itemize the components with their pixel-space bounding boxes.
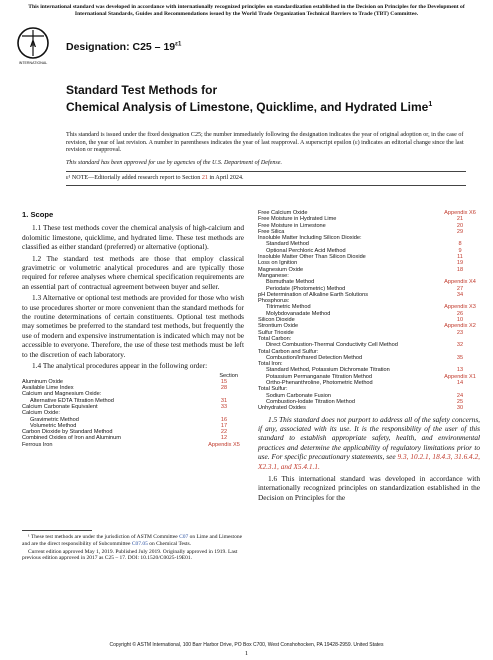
procedure-label: Potassium Permanganate Titration Method bbox=[266, 373, 373, 380]
procedure-label: Combined Oxides of Iron and Aluminum bbox=[22, 435, 121, 442]
paragraph-1-5 bbox=[258, 415, 480, 471]
procedure-label: Optional Perchloric Acid Method bbox=[266, 247, 346, 254]
procedure-label: Free Silica bbox=[258, 228, 285, 235]
paragraph-1-4: 1.4 The analytical procedures appear in the following order: bbox=[32, 361, 208, 371]
standard-notice: This standard is issued under the fixed designation C25; the number immediately following the designation indicates the year of original adoption or, in the case of revision, the year of last revision. A number in parentheses indicates the year of last reapproval. A superscript epsilon (ε) indicates an editorial change since the last revision or reapproval. bbox=[66, 132, 464, 154]
procedure-section-link[interactable]: 31 bbox=[220, 397, 228, 404]
wto-notice: This international standard was developed in accordance with internationally recognized principles on standardization established in the Decision on Principles for the Development of International Standards, Guides and Recommendations issued by the World Trade Organization Technical Barriers to Trade (TBT) Committee. bbox=[28, 4, 465, 17]
procedure-label: Available Lime Index bbox=[22, 385, 74, 392]
footnotes bbox=[22, 534, 244, 563]
footnote-1-text-3: on Chemical Tests. bbox=[147, 540, 192, 547]
footnote-1-text-2: on Lime and Limestone and are the direct responsibility of Subcommittee bbox=[22, 534, 243, 547]
paragraph-1-2: 1.2 The standard test methods are those that employ classical gravimetric or volumetric analytical procedures and are typically those required for referee analyses where chemical specification requirements are an essential part of contractual agreement between buyer and seller. bbox=[22, 253, 244, 291]
procedure-label: Combustion-Iodate Titration Method bbox=[266, 398, 355, 405]
procedure-label: Loss on Ignition bbox=[258, 260, 298, 267]
procedure-section-link[interactable]: 14 bbox=[456, 380, 464, 387]
subcommittee-link[interactable]: C07.05 bbox=[131, 540, 148, 547]
editorial-note-text: ε¹ NOTE—Editorially added research report to Section bbox=[66, 175, 202, 181]
procedure-section-link[interactable]: 8 bbox=[458, 241, 462, 248]
procedure-rows-left bbox=[22, 379, 244, 448]
procedure-label: Insoluble Matter Including Silicon Dioxide: bbox=[258, 235, 362, 242]
procedure-label: Total Sulfur: bbox=[258, 386, 288, 393]
procedure-list-left bbox=[22, 373, 244, 449]
procedure-section-link[interactable]: Appendix X2 bbox=[444, 323, 476, 330]
safety-section-links[interactable]: 9.3, 10.2.1, 18.4.3, 31.6.4.2, X2.3.1, and X5.4.1.1. bbox=[258, 452, 480, 471]
procedure-section-link[interactable]: 35 bbox=[456, 354, 464, 361]
procedure-label: Bismuthate Method bbox=[266, 279, 315, 286]
procedure-section-link[interactable]: 34 bbox=[456, 291, 464, 298]
paragraph-1-1: 1.1 These test methods cover the chemical analysis of high-calcium and dolomitic limestone, quicklime, and hydrated lime. These test methods are classified as either standard (preferred) or alternative (optional). bbox=[22, 223, 244, 252]
page-number: 1 bbox=[244, 650, 249, 657]
procedure-label: Carbon Dioxide by Standard Method bbox=[22, 429, 113, 436]
astm-logo-icon bbox=[14, 26, 52, 66]
procedure-label: Magnesium Oxide bbox=[258, 266, 304, 273]
procedure-label: Insoluble Matter Other Than Silicon Dioxide bbox=[258, 254, 366, 261]
procedure-section-link[interactable]: 22 bbox=[220, 429, 228, 436]
procedure-label: Gravimetric Method bbox=[30, 416, 79, 423]
procedure-label: Strontium Oxide bbox=[258, 323, 299, 330]
right-column bbox=[258, 210, 480, 504]
title-footnote-marker: 1 bbox=[428, 100, 433, 108]
procedure-label: Sulfur Trioxide bbox=[258, 329, 294, 336]
divider bbox=[66, 185, 466, 186]
procedure-label: Standard Method, Potassium Dichromate Titration bbox=[266, 367, 390, 374]
procedure-section-link[interactable]: 19 bbox=[456, 260, 464, 267]
procedure-label: Molybdovanadate Method bbox=[266, 310, 331, 317]
procedure-section-link[interactable]: 25 bbox=[456, 398, 464, 405]
procedure-section-link[interactable]: 29 bbox=[456, 228, 464, 235]
procedure-label: Aluminum Oxide bbox=[22, 378, 64, 385]
procedure-section-link[interactable]: 24 bbox=[456, 392, 464, 399]
logo-text: INTERNATIONAL bbox=[18, 61, 48, 65]
procedure-section-link[interactable]: Appendix X1 bbox=[444, 373, 476, 380]
scope-heading: 1. Scope bbox=[22, 210, 54, 219]
procedure-section-link[interactable]: 17 bbox=[220, 422, 228, 429]
footnote-1 bbox=[22, 534, 244, 548]
procedure-label: Total Carbon and Sulfur: bbox=[258, 348, 319, 355]
title-line-2: Chemical Analysis of Limestone, Quicklime, and Hydrated Lime bbox=[66, 99, 429, 114]
procedure-list-right bbox=[258, 210, 480, 412]
procedure-row bbox=[258, 405, 480, 411]
left-column bbox=[22, 210, 244, 448]
procedure-label: Direct Combustion-Thermal Conductivity Cell Method bbox=[266, 342, 398, 349]
procedure-label: Calcium and Magnesium Oxide: bbox=[22, 391, 102, 398]
procedure-label: Ferrous Iron bbox=[22, 441, 53, 448]
procedure-section-link[interactable]: Appendix X5 bbox=[208, 441, 240, 448]
section-column-header: Section bbox=[219, 372, 238, 379]
procedure-section-link[interactable]: 12 bbox=[220, 435, 228, 442]
procedure-label: Volumetric Method bbox=[30, 422, 77, 429]
procedure-section-link[interactable]: 33 bbox=[220, 403, 228, 410]
procedure-section-link[interactable]: 27 bbox=[456, 285, 464, 292]
procedure-label: Sodium Carbonate Fusion bbox=[266, 392, 331, 399]
procedure-label: Alternative EDTA Titration Method bbox=[30, 397, 114, 404]
procedure-label: Titrimetric Method bbox=[266, 304, 311, 311]
svg-text:A: A bbox=[29, 39, 37, 49]
procedure-label: Periodate (Photometric) Method bbox=[266, 285, 346, 292]
procedure-label: Free Moisture in Hydrated Lime bbox=[258, 216, 337, 223]
procedure-label: Phosphorus: bbox=[258, 298, 290, 305]
designation-label: Designation: C25 – 19 bbox=[66, 41, 176, 53]
dod-approval: This standard has been approved for use by agencies of the U.S. Department of Defense. bbox=[66, 160, 283, 166]
copyright-footer: Copyright © ASTM International, 100 Barr Harbor Drive, PO Box C700, West Conshohocken, PA 19428-2959. United States bbox=[109, 642, 384, 648]
procedure-section-link[interactable]: 20 bbox=[456, 222, 464, 229]
procedure-label: Silicon Dioxide bbox=[258, 317, 295, 324]
procedure-section-link[interactable]: 23 bbox=[456, 329, 464, 336]
procedure-section-link[interactable]: 11 bbox=[457, 254, 463, 261]
committee-c07-link[interactable]: C07 bbox=[179, 534, 189, 540]
document-title bbox=[66, 84, 446, 114]
paragraph-1-5-text: 1.5 This standard does not purport to address all of the safety concerns, if any, associated with its use. It is the responsibility of the user of this standard to establish appropriate safety, health, and environmental practices and determine the applicability of regulatory limitations prior to use. For specific precautionary statements, see bbox=[258, 414, 480, 462]
footnote-divider bbox=[22, 530, 92, 531]
paragraph-1-3: 1.3 Alternative or optional test methods are provided for those who wish to use procedures shorter or more convenient than the standard methods for the routine determinations of certain constituents. Optional test methods may sometimes be preferred to the standard test methods, but frequently the use of modern and expensive instrumentation is indicated which may not be accessible to everyone. Therefore, the use of these test methods must be left to the discretion of each laboratory. bbox=[22, 293, 244, 359]
procedure-section-link[interactable]: 21 bbox=[456, 216, 464, 223]
designation-sup: ε1 bbox=[175, 41, 182, 48]
procedure-section-link[interactable]: 30 bbox=[456, 405, 464, 412]
procedure-label: Free Moisture in Limestone bbox=[258, 222, 326, 229]
procedure-section-link[interactable]: 10 bbox=[456, 317, 464, 324]
footnote-2: Current edition approved May 1, 2019. Published July 2019. Originally approved in 1919. Last previous edition approved in 2017 as C25 – 17. DOI: 10.1520/C0025-19E01. bbox=[22, 548, 238, 562]
procedure-label: Ortho-Phenanthroline, Photometric Method bbox=[266, 380, 373, 387]
procedure-section-link[interactable]: Appendix X3 bbox=[444, 304, 476, 311]
procedure-section-link[interactable]: 28 bbox=[220, 385, 228, 392]
procedure-section-link[interactable]: 13 bbox=[456, 367, 464, 374]
procedure-section-link[interactable]: 16 bbox=[220, 416, 228, 423]
procedure-label: Calcium Oxide: bbox=[22, 410, 60, 417]
procedure-section-link[interactable]: Appendix X6 bbox=[444, 210, 476, 216]
section-21-link[interactable]: 21 bbox=[201, 175, 208, 181]
procedure-label: Manganese: bbox=[258, 272, 289, 279]
footnote-1-text: ¹ These test methods are under the jurisdiction of ASTM Committee bbox=[28, 534, 180, 540]
procedure-section-link[interactable]: 32 bbox=[456, 342, 464, 349]
procedure-label: pH Determination of Alkaline Earth Solutions bbox=[258, 291, 369, 298]
procedure-section-link[interactable]: 9 bbox=[458, 247, 462, 254]
editorial-note-suffix: in April 2024. bbox=[207, 175, 244, 181]
procedure-label: Total Iron: bbox=[258, 361, 283, 368]
procedure-label: Unhydrated Oxides bbox=[258, 405, 306, 412]
divider bbox=[66, 171, 466, 172]
procedure-label: Total Carbon: bbox=[258, 335, 292, 342]
paragraph-1-6: 1.6 This international standard was developed in accordance with internationally recognized principles on standardization established in the Decision on Principles for the bbox=[258, 473, 480, 502]
procedure-label: Standard Method bbox=[266, 241, 309, 248]
procedure-label: Free Calcium Oxide bbox=[258, 210, 308, 216]
procedure-label: Calcium Carbonate Equivalent bbox=[22, 403, 98, 410]
procedure-label: Combustion/Infrared Detection Method bbox=[266, 354, 363, 361]
editorial-note bbox=[66, 175, 466, 181]
title-line-1: Standard Test Methods for bbox=[66, 83, 218, 97]
procedure-section-link[interactable]: 18 bbox=[456, 266, 464, 273]
designation bbox=[66, 41, 181, 53]
procedure-row bbox=[22, 442, 244, 448]
procedure-section-link[interactable]: Appendix X4 bbox=[444, 279, 476, 286]
procedure-section-link[interactable]: 26 bbox=[456, 310, 464, 317]
procedure-section-link[interactable]: 15 bbox=[220, 378, 228, 385]
